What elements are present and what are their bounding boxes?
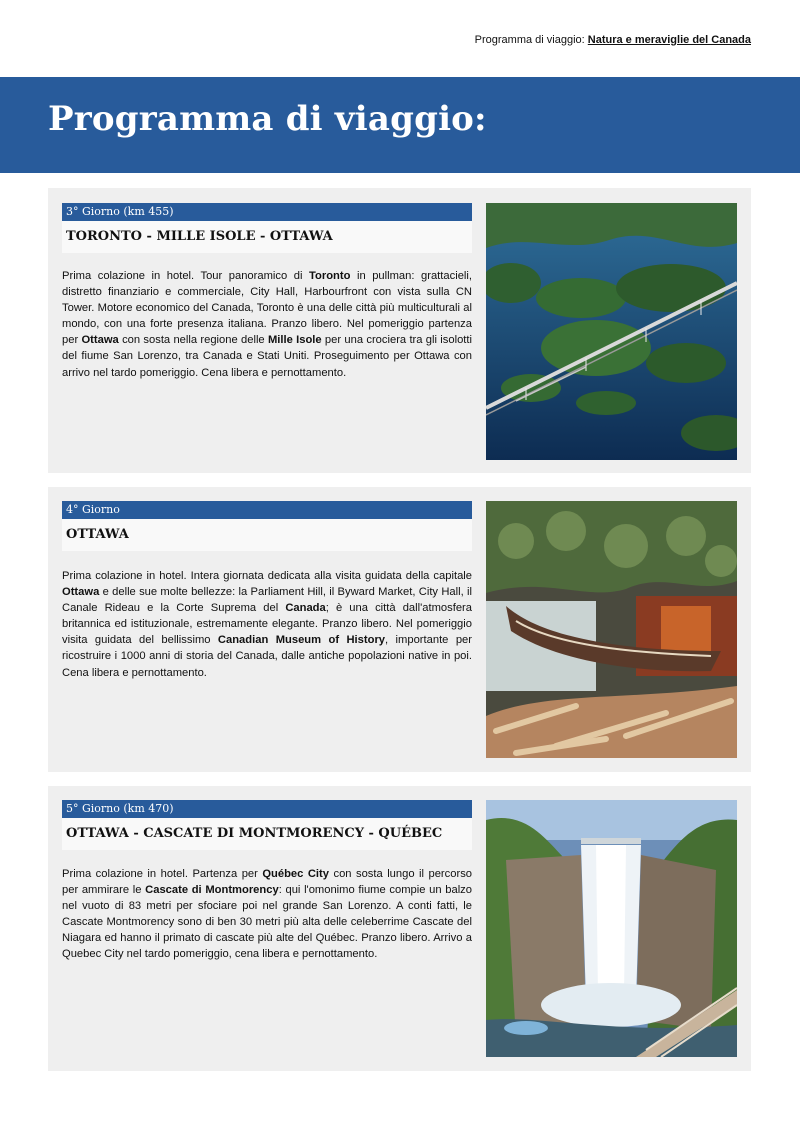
trip-name-link[interactable]: Natura e meraviglie del Canada <box>587 34 751 46</box>
day-label: 3° Giorno (km 455) <box>62 203 472 221</box>
day-description <box>62 568 472 681</box>
day-title: OTTAWA - CASCATE DI MONTMORENCY - QUÉBEC <box>62 818 472 850</box>
highlight-text: Cascate di Montmorency <box>145 884 279 897</box>
day-label: 4° Giorno <box>62 501 472 519</box>
waterfall-image <box>486 800 737 1057</box>
description-text: con sosta nella regione delle <box>118 334 268 347</box>
highlight-text: Mille Isole <box>267 334 322 347</box>
description-text: con sosta lungo il percorso per ammirare le <box>62 868 473 897</box>
day-title: TORONTO - MILLE ISOLE - OTTAWA <box>62 221 472 253</box>
day-card <box>48 786 751 1071</box>
highlight-text: Toronto <box>309 270 351 282</box>
highlight-text: Ottawa <box>62 586 100 599</box>
description-text: e delle sue molte bellezze: la Parliament Hill, il Byward Market, City Hall, il Canale Rideau e la Corte Suprema del <box>62 586 472 615</box>
description-text: Prima colazione in hotel. Intera giornata dedicata alla visita guidata della capitale <box>62 570 472 582</box>
description-text: ; è una città dall'atmosfera britannica ed istituzionale, estremamente elegante. Pranzo libero. Nel pomeriggio visita guidata del bellissimo <box>62 602 472 647</box>
description-text: : qui l'omonimo fiume compie un balzo nel vuoto di 83 metri per sfociare poi nel grande San Lorenzo. A conti fatti, le Cascate Montmorency sono di ben 30 metri più alta delle celeberrime Cascate del Niagara ed hanno il primato di cascate più alte del Québec. Pranzo libero. Arrivo a Quebec City nel tardo pomeriggio, cena libera e pernottamento. <box>62 884 472 961</box>
highlight-text: Canadian Museum of History <box>217 634 386 647</box>
day-label: 5° Giorno (km 470) <box>62 800 472 818</box>
museum-canoe-image <box>486 501 737 758</box>
description-text: Prima colazione in hotel. Partenza per <box>62 868 263 880</box>
museum-of-history-photo <box>486 501 737 758</box>
day-description <box>62 866 472 963</box>
montmorency-falls-photo <box>486 800 737 1057</box>
highlight-text: Ottawa <box>81 334 119 347</box>
day-card <box>48 188 751 473</box>
day-description <box>62 268 472 381</box>
thousand-islands-photo <box>486 203 737 460</box>
aerial-islands-image <box>486 203 737 460</box>
highlight-text: Québec City <box>262 868 329 880</box>
description-text: per una crociera tra gli isolotti del fiume San Lorenzo, tra Canada e Stati Uniti. Proseguimento per Ottawa con arrivo nel tardo pomeriggio. Cena libera e pernottamento. <box>62 334 473 379</box>
description-text: , importante per ricostruire i 1000 anni di storia del Canada, dalle antiche popolazioni native in poi. Cena libera e pernottamento. <box>62 634 472 679</box>
running-header <box>475 34 751 46</box>
running-header-prefix: Programma di viaggio: <box>474 34 585 46</box>
day-card <box>48 487 751 772</box>
page-title: Programma di viaggio: <box>48 99 487 139</box>
title-banner <box>0 77 800 173</box>
day-title: OTTAWA <box>62 519 472 551</box>
description-text: Prima colazione in hotel. Tour panoramico di <box>62 270 309 282</box>
highlight-text: Canada <box>285 602 326 615</box>
description-text: in pullman: grattacieli, distretto finanziario e commerciale, City Hall, Harbourfront con vista sulla CN Tower. Motore economico del Canada, Toronto è una delle città più multiculturali al mondo, con una forte presenza italiana. Pranzo libero. Nel pomeriggio partenza per <box>62 270 472 347</box>
